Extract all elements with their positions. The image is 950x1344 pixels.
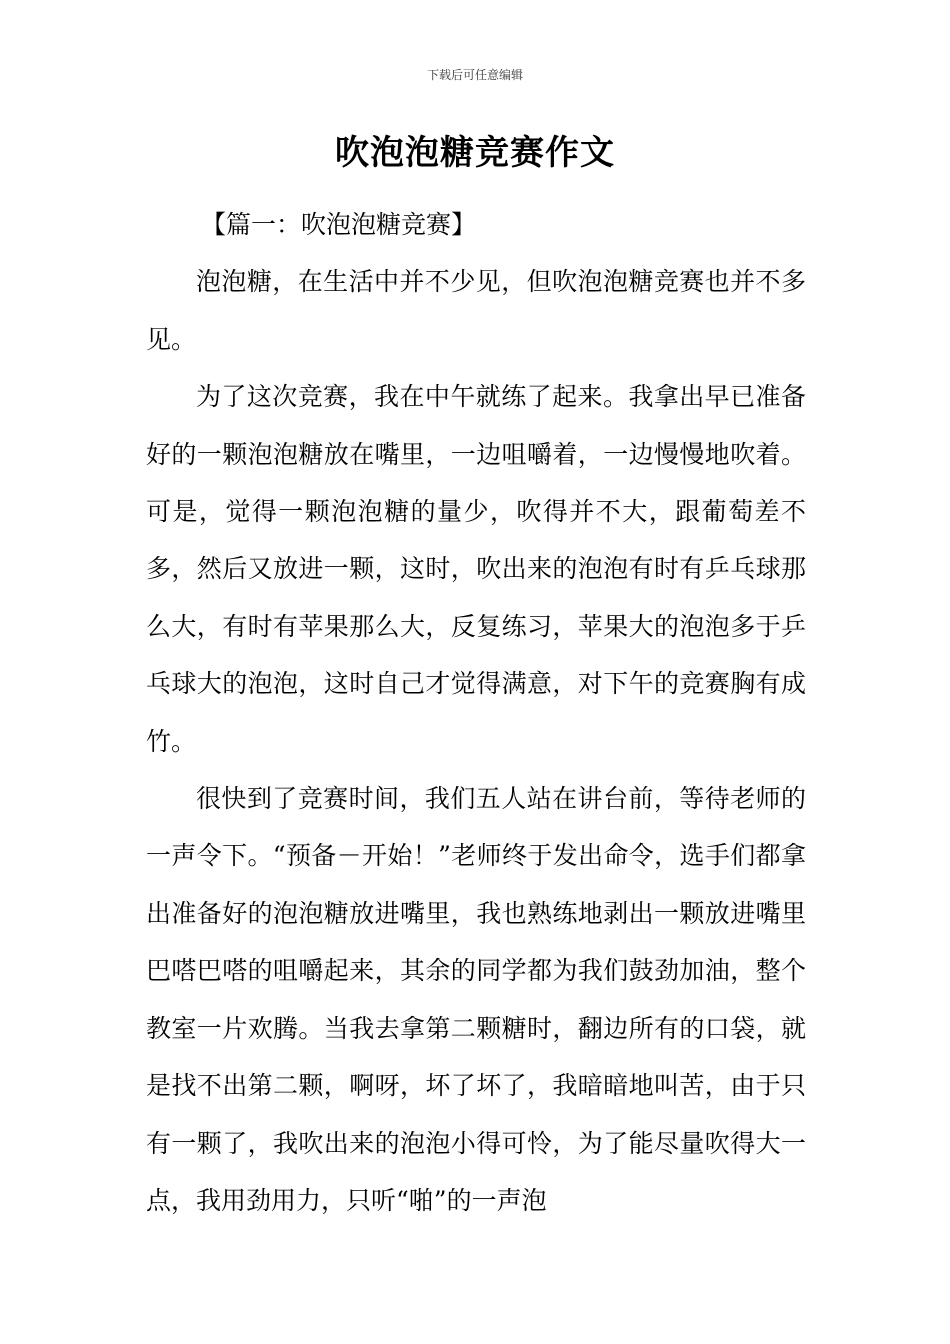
paragraph-3: 很快到了竞赛时间，我们五人站在讲台前，等待老师的一声令下。“预备－开始！”老师终于发出命令，选手们都拿出准备好的泡泡糖放进嘴里，我也熟练地剥出一颗放进嘴里巴嗒巴嗒的咀嚼起来，其余的同学都为我们鼓劲加油，整个教室一片欢腾。当我去拿第二颗糖时，翻边所有的口袋，就是找不出第二颗，啊呀，坏了坏了，我暗暗地叫苦，由于只有一颗了，我吹出来的泡泡小得可怜，为了能尽量吹得大一点，我用劲用力，只听“啪”的一声泡: [146, 784, 806, 1215]
section-heading: 【篇一：吹泡泡糖竞赛】: [201, 210, 477, 239]
paragraph-1: 泡泡糖，在生活中并不少见，但吹泡泡糖竞赛也并不多见。: [146, 267, 806, 354]
document-title: 吹泡泡糖竞赛作文: [335, 133, 615, 173]
document-body: [146, 196, 806, 1229]
paragraph-2: 为了这次竞赛，我在中午就练了起来。我拿出早已准备好的一颗泡泡糖放在嘴里，一边咀嚼着，一边慢慢地吹着。可是，觉得一颗泡泡糖的量少，吹得并不大，跟葡萄差不多，然后又放进一颗，这时，吹出来的泡泡有时有乒乓球那么大，有时有苹果那么大，反复练习，苹果大的泡泡多于乒乓球大的泡泡，这时自己才觉得满意，对下午的竞赛胸有成竹。: [146, 382, 806, 756]
header-note: 下载后可任意编辑: [426, 68, 523, 82]
